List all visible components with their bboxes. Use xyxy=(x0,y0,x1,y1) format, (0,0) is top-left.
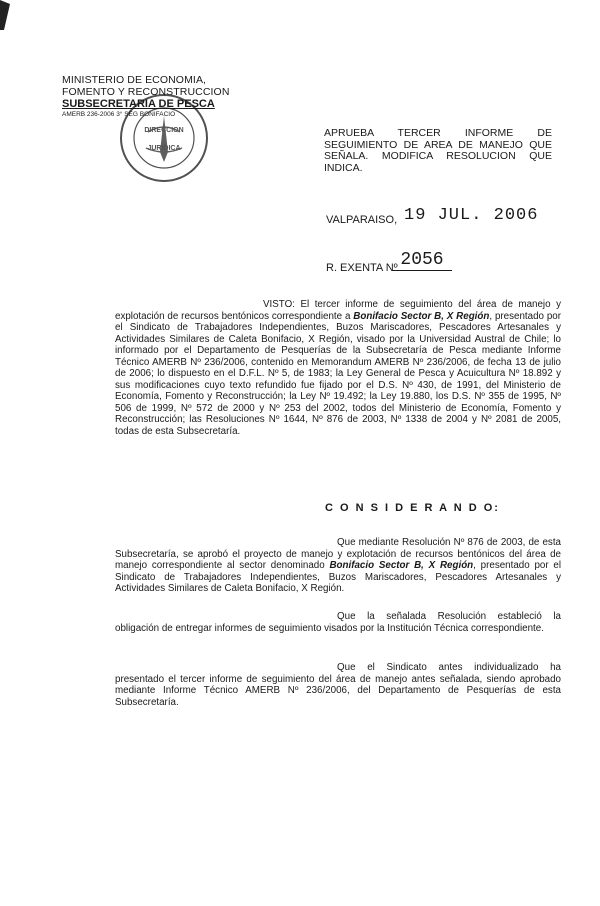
visto-sector: Bonifacio Sector B, X Región xyxy=(353,310,490,322)
visto-lead: VISTO: El tercer informe de seguimiento del área de manejo y explotación de recursos bentónicos correspondiente a xyxy=(115,299,561,322)
letterhead xyxy=(62,74,242,119)
date-stamp: 19 JUL. 2006 xyxy=(404,206,539,225)
seal-text-top: DIRECCION xyxy=(144,127,184,134)
p3-text: Que el Sindicato antes individualizado ha presentado el tercer informe de seguimiento del área de manejo antes señalada, siendo aprobado mediante Informe Técnico AMERB Nº 236/2006, del Departamento de Pesquerías de esta Subsecretaría. xyxy=(115,662,561,708)
exenta-label: R. EXENTA Nº xyxy=(326,262,398,274)
visto-rest: , presentado por el Sindicato de Trabajadores Independientes, Buzos Mariscadores, Pescadores Artesanales y Actividades Similares de Caleta Bonifacio, X Región, visado por la Universidad Austral de Chile; lo informado por el Departamento de Pesquerías de la Subsecretaría de Pesca mediante Informe Técnico AMERB Nº 236/2006, contenido en Memorandum AMERB Nº 236/2006, de fecha 13 de julio de 2006; lo dispuesto en el D.F.L. Nº 5, de 1983; la Ley General de Pesca y Acuicultura Nº 18.892 y sus modificaciones cuyo texto refundido fue fijado por el D.S. Nº 430, de 1991, del Ministerio de Economía, Fomento y Reconstrucción; la Ley Nº 19.492; la Ley 19.880, los D.S. Nº 355 de 1995, Nº 506 de 1999, Nº 572 de 2000 y Nº 253 del 2002, todos del Ministerio de Economía, Fomento y Reconstrucción; las Resoluciones Nº 1644, Nº 876 de 2003, Nº 1338 de 2004 y Nº 2081 de 2005, todas de esta Subsecretaría. xyxy=(115,310,561,437)
exenta-number: 2056 xyxy=(392,250,452,271)
letterhead-reference: AMERB 236-2006 3° SEG BONIFACIO xyxy=(62,111,176,118)
considerando-heading: C O N S I D E R A N D O: xyxy=(325,502,500,514)
letterhead-ministry-2: FOMENTO Y RECONSTRUCCION xyxy=(62,86,230,98)
seal-text-bottom: JURIDICA xyxy=(147,145,181,152)
p1-sector: Bonifacio Sector B, X Región xyxy=(329,560,474,571)
p2-text: Que la señalada Resolución estableció la obligación de entregar informes de seguimiento visados por la Institución Técnica correspondiente. xyxy=(115,611,561,634)
considerando-paragraph-1 xyxy=(115,537,561,595)
p1-rest: , presentado por el Sindicato de Trabajadores Independientes, Buzos Mariscadores, Pescadores Artesanales y Actividades Similares de Caleta Bonifacio, X Región. xyxy=(115,560,561,594)
visto-paragraph xyxy=(115,299,561,437)
resolution-subject: APRUEBA TERCER INFORME DE SEGUIMIENTO DE AREA DE MANEJO QUE SEÑALA. MODIFICA RESOLUCION QUE INDICA. xyxy=(324,127,552,174)
scan-mark-icon xyxy=(0,0,12,30)
considerando-paragraph-3 xyxy=(115,662,561,708)
letterhead-ministry: MINISTERIO DE ECONOMIA, xyxy=(62,74,207,86)
p1-lead: Que mediante Resolución Nº 876 de 2003, de esta Subsecretaría, se aprobó el proyecto de manejo y explotación de recursos bentónicos del área de manejo correspondiente al sector denominado xyxy=(115,537,561,571)
place-label: VALPARAISO, xyxy=(326,214,398,226)
considerando-paragraph-2 xyxy=(115,611,561,634)
letterhead-subsecretaria: SUBSECRETARIA DE PESCA xyxy=(62,98,215,110)
